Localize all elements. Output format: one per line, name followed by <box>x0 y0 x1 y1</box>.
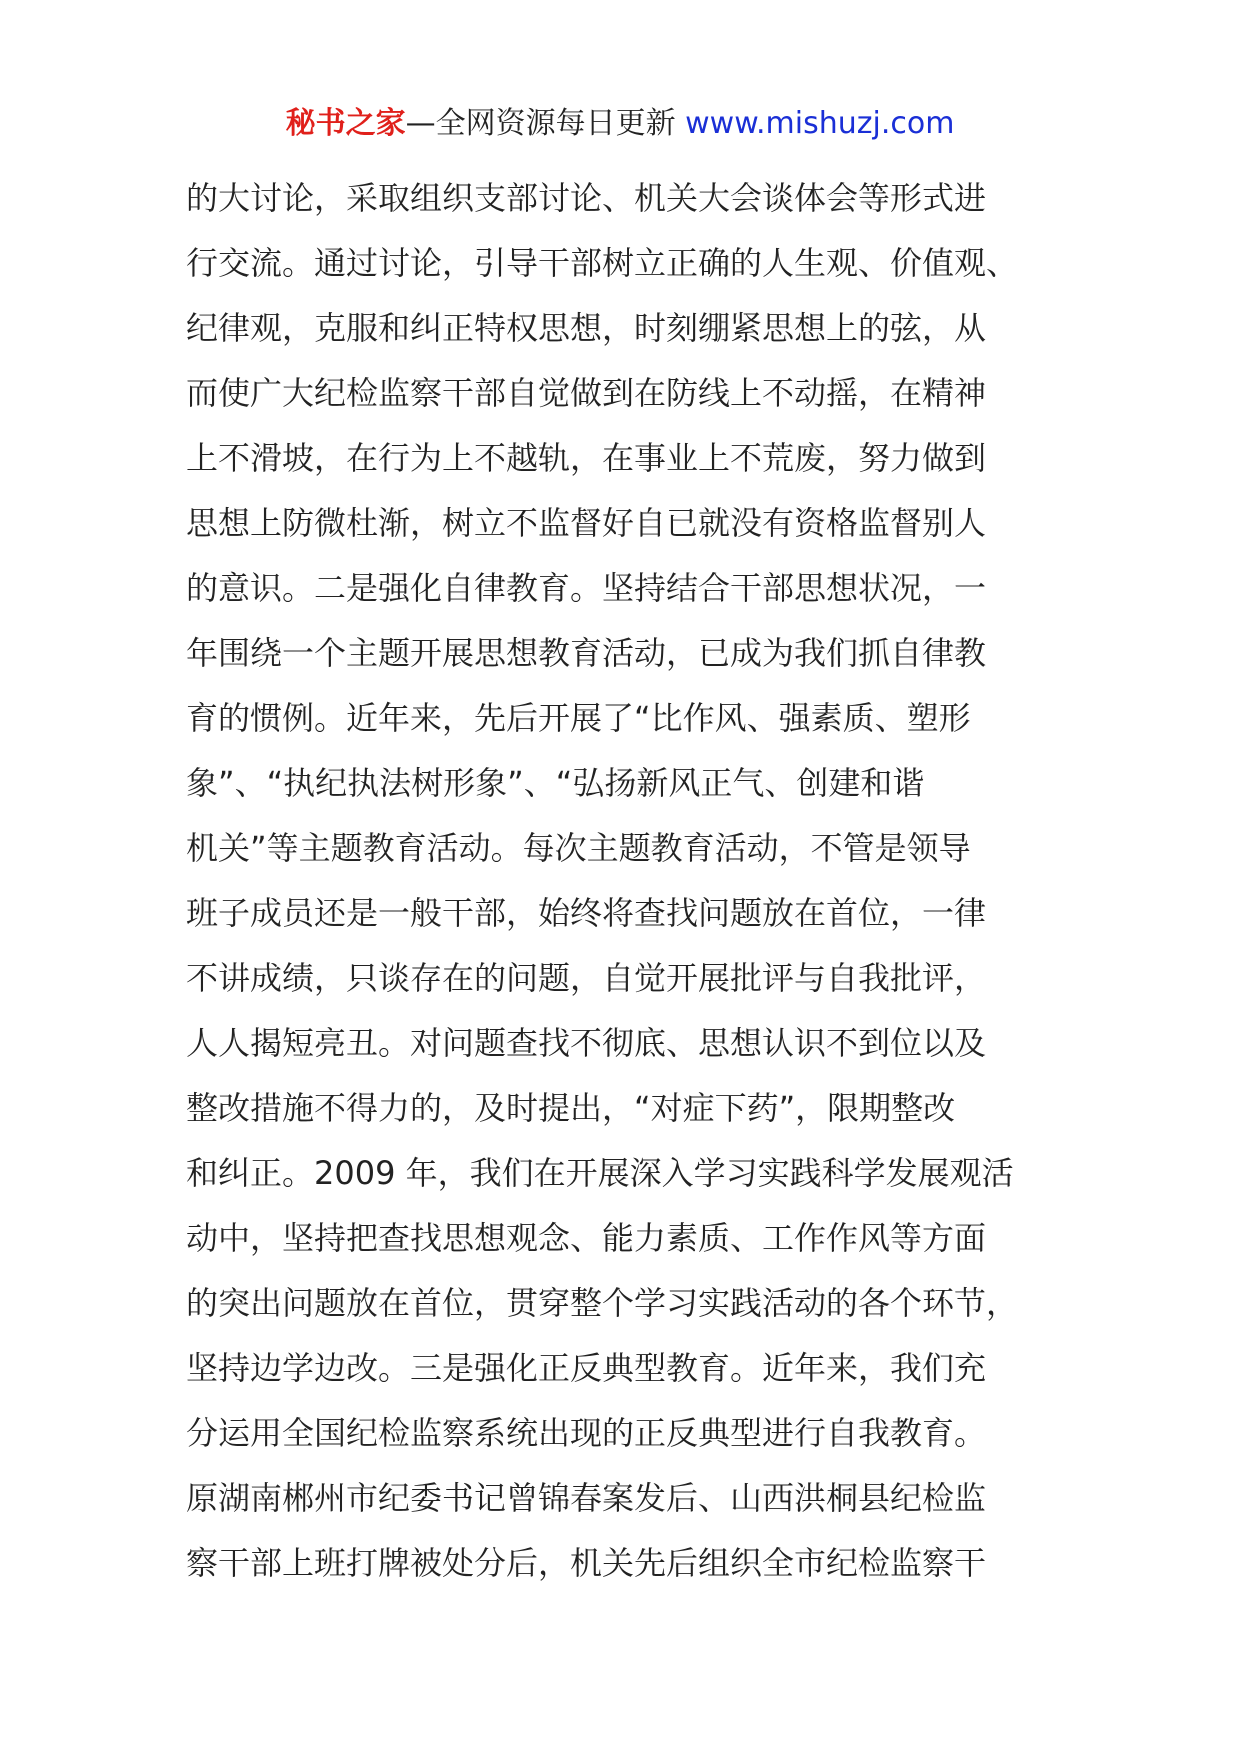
text-line: 原湖南郴州市纪委书记曾锦春案发后、山西洪桐县纪检监 <box>186 1479 987 1517</box>
text-line: 育的惯例。近年来，先后开展了“比作风、强素质、塑形 <box>186 699 971 737</box>
text-line: 人人揭短亮丑。对问题查找不彻底、思想认识不到位以及 <box>186 1024 987 1062</box>
body-text <box>186 166 1066 1596</box>
text-line: 上不滑坡，在行为上不越轨，在事业上不荒废，努力做到 <box>186 439 987 477</box>
page-header <box>0 104 1240 144</box>
text-line: 整改措施不得力的，及时提出，“对症下药”，限期整改 <box>186 1089 956 1127</box>
header-tagline: —全网资源每日更新 <box>405 106 686 141</box>
text-line: 机关”等主题教育活动。每次主题教育活动，不管是领导 <box>186 829 971 867</box>
text-line: 坚持边学边改。三是强化正反典型教育。近年来，我们充 <box>186 1349 987 1387</box>
text-line: 行交流。通过讨论，引导干部树立正确的人生观、价值观、 <box>186 244 1019 282</box>
text-line: 纪律观，克服和纠正特权思想，时刻绷紧思想上的弦，从 <box>186 309 987 347</box>
text-line: 班子成员还是一般干部，始终将查找问题放在首位，一律 <box>186 894 987 932</box>
text-line: 的突出问题放在首位，贯穿整个学习实践活动的各个环节， <box>186 1284 1019 1322</box>
site-url: www.mishuzj.com <box>685 106 955 141</box>
text-line: 思想上防微杜渐，树立不监督好自已就没有资格监督别人 <box>186 504 987 542</box>
brand-name: 秘书之家 <box>285 106 406 141</box>
text-line: 象”、“执纪执法树形象”、“弘扬新风正气、创建和谐 <box>186 764 925 802</box>
text-line: 的大讨论，采取组织支部讨论、机关大会谈体会等形式进 <box>186 179 987 217</box>
text-line: 分运用全国纪检监察系统出现的正反典型进行自我教育。 <box>186 1414 987 1452</box>
text-line: 和纠正。2009 年，我们在开展深入学习实践科学发展观活 <box>186 1154 1014 1192</box>
text-line: 的意识。二是强化自律教育。坚持结合干部思想状况，一 <box>186 569 987 607</box>
text-line: 而使广大纪检监察干部自觉做到在防线上不动摇，在精神 <box>186 374 987 412</box>
text-line: 察干部上班打牌被处分后，机关先后组织全市纪检监察干 <box>186 1544 987 1582</box>
text-line: 动中，坚持把查找思想观念、能力素质、工作作风等方面 <box>186 1219 987 1257</box>
text-line: 不讲成绩，只谈存在的问题，自觉开展批评与自我批评， <box>186 959 987 997</box>
text-line: 年围绕一个主题开展思想教育活动，已成为我们抓自律教 <box>186 634 987 672</box>
